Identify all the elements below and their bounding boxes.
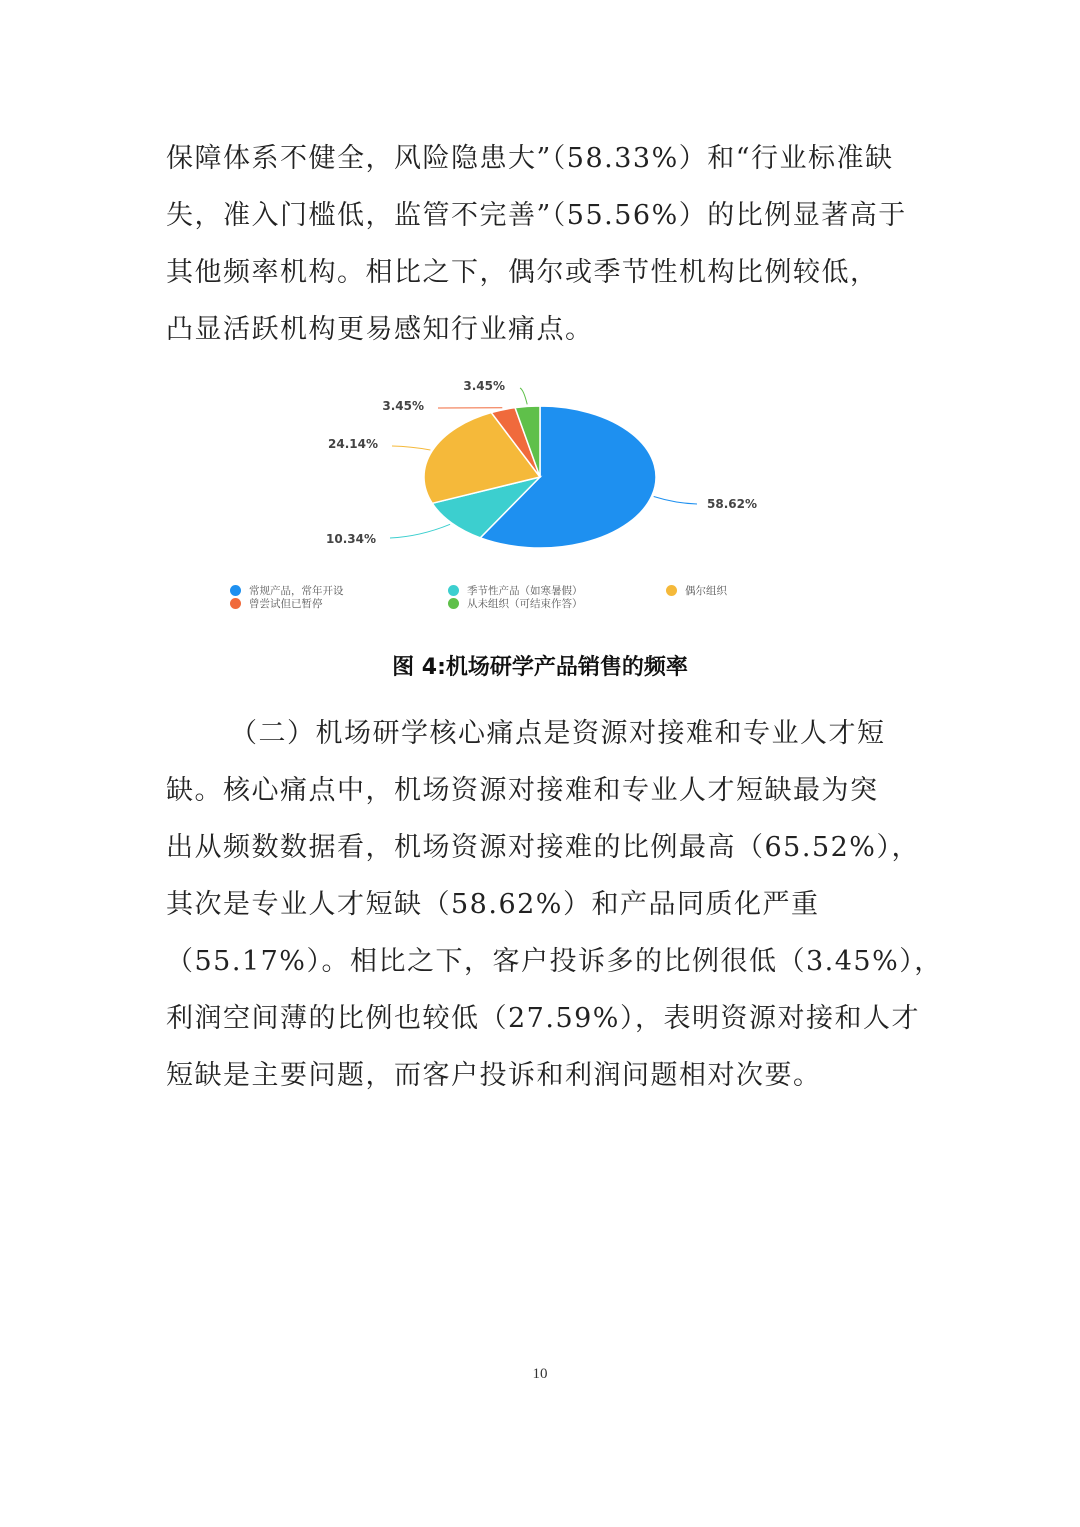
chart-legend — [230, 584, 830, 618]
legend-swatch — [666, 585, 677, 596]
text-line: （二）机场研学核心痛点是资源对接难和专业人才短 — [230, 718, 886, 749]
legend-label: 偶尔组织 — [685, 585, 727, 597]
leader-line-never — [520, 388, 527, 404]
text-line: 保障体系不健全，风险隐患大”（58.33%）和“行业标准缺 — [166, 143, 894, 174]
paragraph-intro — [166, 130, 916, 358]
legend-swatch — [448, 598, 459, 609]
leader-line-occasional — [392, 446, 430, 450]
text-line: 失，准入门槛低，监管不完善”（55.56%）的比例显著高于 — [166, 200, 907, 231]
text-line: 出从频数数据看，机场资源对接难的比例最高（65.52%）， — [166, 832, 920, 863]
legend-item-occasional — [666, 584, 727, 598]
legend-item-never — [448, 597, 583, 611]
legend-label: 常规产品，常年开设 — [249, 585, 344, 597]
legend-label: 曾尝试但已暂停 — [249, 598, 323, 610]
legend-label: 从未组织（可结束作答） — [467, 598, 583, 610]
leader-line-regular — [654, 497, 697, 505]
page-number: 10 — [532, 1366, 548, 1382]
data-label-seasonal: 10.34% — [326, 532, 376, 546]
text-line: 缺。核心痛点中，机场资源对接难和专业人才短缺最为突 — [166, 775, 879, 806]
legend-item-paused — [230, 597, 323, 611]
data-label-regular: 58.62% — [707, 497, 757, 511]
legend-swatch — [448, 585, 459, 596]
pie-chart-svg — [210, 372, 830, 582]
legend-label: 季节性产品（如寒暑假） — [467, 585, 583, 597]
pie-chart — [210, 372, 830, 622]
data-label-occasional: 24.14% — [328, 437, 378, 451]
text-line: 其次是专业人才短缺（58.62%）和产品同质化严重 — [166, 889, 820, 920]
text-line: （55.17%）。相比之下，客户投诉多的比例很低（3.45%）， — [166, 946, 943, 977]
text-line: 利润空间薄的比例也较低（27.59%），表明资源对接和人才 — [166, 1003, 920, 1034]
text-line: 短缺是主要问题，而客户投诉和利润问题相对次要。 — [166, 1060, 822, 1091]
legend-swatch — [230, 598, 241, 609]
data-label-never: 3.45% — [463, 379, 505, 393]
leader-line-seasonal — [390, 524, 450, 538]
text-line: 凸显活跃机构更易感知行业痛点。 — [166, 314, 594, 345]
legend-item-seasonal — [448, 584, 583, 598]
legend-item-regular — [230, 584, 344, 598]
legend-swatch — [230, 585, 241, 596]
figure-caption: 图 4:机场研学产品销售的频率 — [392, 655, 688, 680]
data-label-paused: 3.45% — [382, 399, 424, 413]
text-line: 其他频率机构。相比之下，偶尔或季节性机构比例较低， — [166, 257, 879, 288]
paragraph-pain-points — [166, 705, 943, 1104]
